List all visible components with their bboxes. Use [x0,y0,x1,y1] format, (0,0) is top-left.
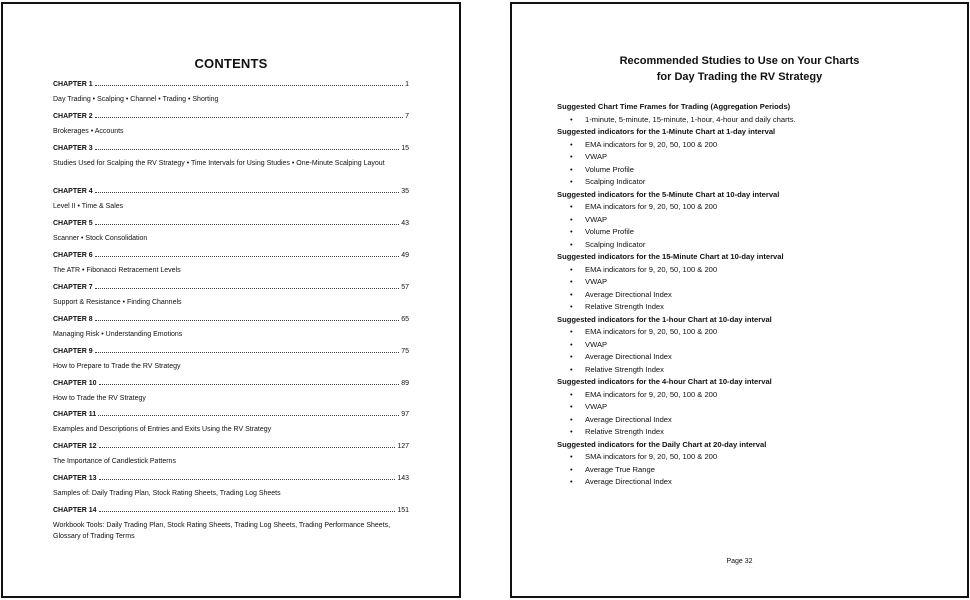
toc-entry [53,506,409,542]
bullet-text: Average Directional Index [585,414,672,424]
bullet-icon: • [570,264,573,274]
bullet-text: Scalping Indicator [585,177,646,186]
chapter-label: CHAPTER 4 [53,188,93,195]
section-heading: Suggested indicators for the Daily Chart at 20-day interval [557,439,767,449]
bullet-icon: • [570,452,573,461]
bullet-item [557,414,947,427]
bullet-item [557,389,947,402]
toc-chapter-line [53,474,409,483]
toc-entry [53,379,409,405]
bullet-icon: • [570,177,573,186]
chapter-label: CHAPTER 2 [53,113,93,120]
dot-leader [95,149,400,150]
toc-chapter-line [53,251,409,260]
chapter-description: Samples of: Daily Trading Plan, Stock Rating Sheets, Trading Log Sheets [53,490,281,497]
toc-entry [53,474,409,500]
bullet-text: VWAP [585,152,608,161]
chapter-description: Support & Resistance • Finding Channels [53,299,182,306]
bullet-item [557,476,947,489]
bullet-icon: • [570,389,573,399]
chapter-description: How to Trade the RV Strategy [53,395,146,402]
chapter-page-number: 35 [401,188,409,195]
chapter-page-number: 49 [401,252,409,259]
toc-chapter-line [53,315,409,324]
bullet-icon: • [570,427,573,436]
contents-page [1,2,461,598]
dot-leader [95,352,400,353]
bullet-item [557,214,947,227]
bullet-text: EMA indicators for 9, 20, 50, 100 & 200 [585,327,718,336]
chapter-page-number: 65 [401,316,409,323]
chapter-page-number: 7 [405,113,409,120]
chapter-page-number: 1 [405,81,409,88]
toc-entry [53,187,409,213]
bullet-item [557,401,947,414]
chapter-label: CHAPTER 6 [53,252,93,259]
bullet-text: VWAP [585,339,608,349]
bullet-item [557,301,947,314]
studies-title [512,53,967,85]
toc-entry [53,144,409,170]
bullet-text: EMA indicators for 9, 20, 50, 100 & 200 [585,389,718,399]
toc-entry [53,112,409,138]
chapter-page-number: 89 [401,380,409,387]
bullet-text: Average Directional Index [585,477,672,486]
bullet-icon: • [570,139,573,149]
bullet-text: Relative Strength Index [585,302,664,311]
bullet-item [557,451,947,464]
toc-chapter-line [53,112,409,121]
bullet-text: VWAP [585,214,608,224]
dot-leader [95,192,400,193]
toc-chapter-line [53,283,409,292]
studies-page [510,2,969,598]
bullet-icon: • [570,352,573,361]
dot-leader [95,320,400,321]
chapter-description: How to Prepare to Trade the RV Strategy [53,363,181,370]
bullet-item [557,364,947,377]
toc-entry [53,283,409,309]
bullet-item [557,176,947,189]
chapter-label: CHAPTER 1 [53,81,93,88]
bullet-item [557,426,947,439]
bullet-text: Average Directional Index [585,352,672,361]
toc-chapter-line [53,379,409,388]
bullet-item [557,151,947,164]
chapter-label: CHAPTER 14 [53,507,97,514]
chapter-page-number: 151 [397,507,409,514]
toc-entry [53,219,409,245]
toc-chapter-line [53,410,409,419]
chapter-label: CHAPTER 13 [53,475,97,482]
bullet-icon: • [570,214,573,224]
dot-leader [95,117,403,118]
section-heading: Suggested indicators for the 5-Minute Chart at 10-day interval [557,189,780,199]
dot-leader [95,288,400,289]
chapter-description: Workbook Tools: Daily Trading Plan, Stock Rating Sheets, Trading Log Sheets, Trading Performance Sheets, Glossary of Trading Terms [53,522,391,540]
chapter-page-number: 43 [401,220,409,227]
dot-leader [99,511,396,512]
toc-chapter-line [53,219,409,228]
toc-chapter-line [53,506,409,515]
toc-chapter-line [53,144,409,153]
bullet-icon: • [570,477,573,486]
studies-title-line-2: for Day Trading the RV Strategy [656,71,823,83]
chapter-label: CHAPTER 12 [53,443,97,450]
toc-entry [53,80,409,106]
toc-entry [53,442,409,468]
bullet-text: Scalping Indicator [585,239,646,249]
chapter-description: The ATR • Fibonacci Retracement Levels [53,267,181,274]
bullet-icon: • [570,414,573,424]
section-heading: Suggested indicators for the 4-hour Chart at 10-day interval [557,377,772,386]
bullet-icon: • [570,164,573,174]
section-heading: Suggested Chart Time Frames for Trading (Aggregation Periods) [557,102,791,111]
chapter-description: Brokerages • Accounts [53,128,124,135]
toc-chapter-line [53,347,409,356]
bullet-item [557,464,947,477]
dot-leader [95,256,400,257]
bullet-text: EMA indicators for 9, 20, 50, 100 & 200 [585,202,718,211]
bullet-icon: • [570,327,573,336]
chapter-label: CHAPTER 11 [53,411,97,418]
bullet-text: Volume Profile [585,164,634,174]
bullet-icon: • [570,239,573,249]
bullet-item [557,326,947,339]
bullet-text: Relative Strength Index [585,364,664,374]
studies-content [557,101,947,489]
bullet-icon: • [570,202,573,211]
bullet-text: EMA indicators for 9, 20, 50, 100 & 200 [585,264,718,274]
section-heading: Suggested indicators for the 1-hour Chart at 10-day interval [557,314,772,324]
chapter-label: CHAPTER 7 [53,284,93,291]
bullet-item [557,201,947,214]
dot-leader [98,415,399,416]
bullet-item [557,351,947,364]
bullet-text: Average Directional Index [585,289,672,299]
bullet-item [557,114,947,127]
chapter-label: CHAPTER 10 [53,380,97,387]
bullet-text: Average True Range [585,464,655,474]
chapter-page-number: 97 [401,411,409,418]
bullet-text: SMA indicators for 9, 20, 50, 100 & 200 [585,452,718,461]
bullet-icon: • [570,302,573,311]
section-heading: Suggested indicators for the 1-Minute Chart at 1-day interval [557,127,776,136]
chapter-description: Scanner • Stock Consolidation [53,235,148,242]
chapter-description: Level II • Time & Sales [53,203,124,210]
bullet-icon: • [570,364,573,374]
bullet-icon: • [570,152,573,161]
chapter-page-number: 15 [401,145,409,152]
dot-leader [95,224,400,225]
chapter-description: Studies Used for Scalping the RV Strategy • Time Intervals for Using Studies • One-Minute Scalping Layout [53,160,385,167]
bullet-icon: • [570,227,573,236]
section-heading: Suggested indicators for the 15-Minute Chart at 10-day interval [557,252,784,261]
bullet-icon: • [570,277,573,286]
chapter-description: Examples and Descriptions of Entries and Exits Using the RV Strategy [53,426,272,433]
toc-entry [53,410,409,436]
bullet-item [557,139,947,152]
chapter-description: Day Trading • Scalping • Channel • Trading • Shorting [53,96,219,103]
bullet-text: Relative Strength Index [585,427,664,436]
toc-entry [53,251,409,277]
dot-leader [99,384,400,385]
chapter-page-number: 127 [397,443,409,450]
bullet-text: 1-minute, 5-minute, 15-minute, 1-hour, 4-hour and daily charts. [585,114,796,124]
toc-entry [53,315,409,341]
contents-title: CONTENTS [194,56,268,71]
dot-leader [99,479,396,480]
bullet-item [557,226,947,239]
bullet-text: EMA indicators for 9, 20, 50, 100 & 200 [585,139,718,149]
chapter-label: CHAPTER 3 [53,145,93,152]
toc-chapter-line [53,80,409,89]
bullet-text: Volume Profile [585,227,634,236]
bullet-icon: • [570,339,573,349]
toc-chapter-line [53,187,409,196]
page-number: Page 32 [726,558,753,565]
bullet-item [557,264,947,277]
bullet-text: VWAP [585,402,608,411]
chapter-label: CHAPTER 5 [53,220,93,227]
chapter-label: CHAPTER 9 [53,348,93,355]
dot-leader [95,85,403,86]
bullet-item [557,164,947,177]
bullet-icon: • [570,402,573,411]
bullet-text: VWAP [585,277,608,286]
studies-title-line-1: Recommended Studies to Use on Your Charts [619,55,860,67]
bullet-item [557,239,947,252]
bullet-item [557,289,947,302]
toc-chapter-line [53,442,409,451]
bullet-item [557,339,947,352]
chapter-page-number: 75 [401,348,409,355]
bullet-icon: • [570,464,573,474]
chapter-description: Managing Risk • Understanding Emotions [53,331,183,338]
chapter-description: The Importance of Candlestick Patterns [53,458,176,465]
bullet-icon: • [570,289,573,299]
toc-entry [53,347,409,373]
chapter-page-number: 57 [401,284,409,291]
dot-leader [99,447,396,448]
bullet-item [557,276,947,289]
chapter-label: CHAPTER 8 [53,316,93,323]
chapter-page-number: 143 [397,475,409,482]
bullet-icon: • [570,114,573,124]
